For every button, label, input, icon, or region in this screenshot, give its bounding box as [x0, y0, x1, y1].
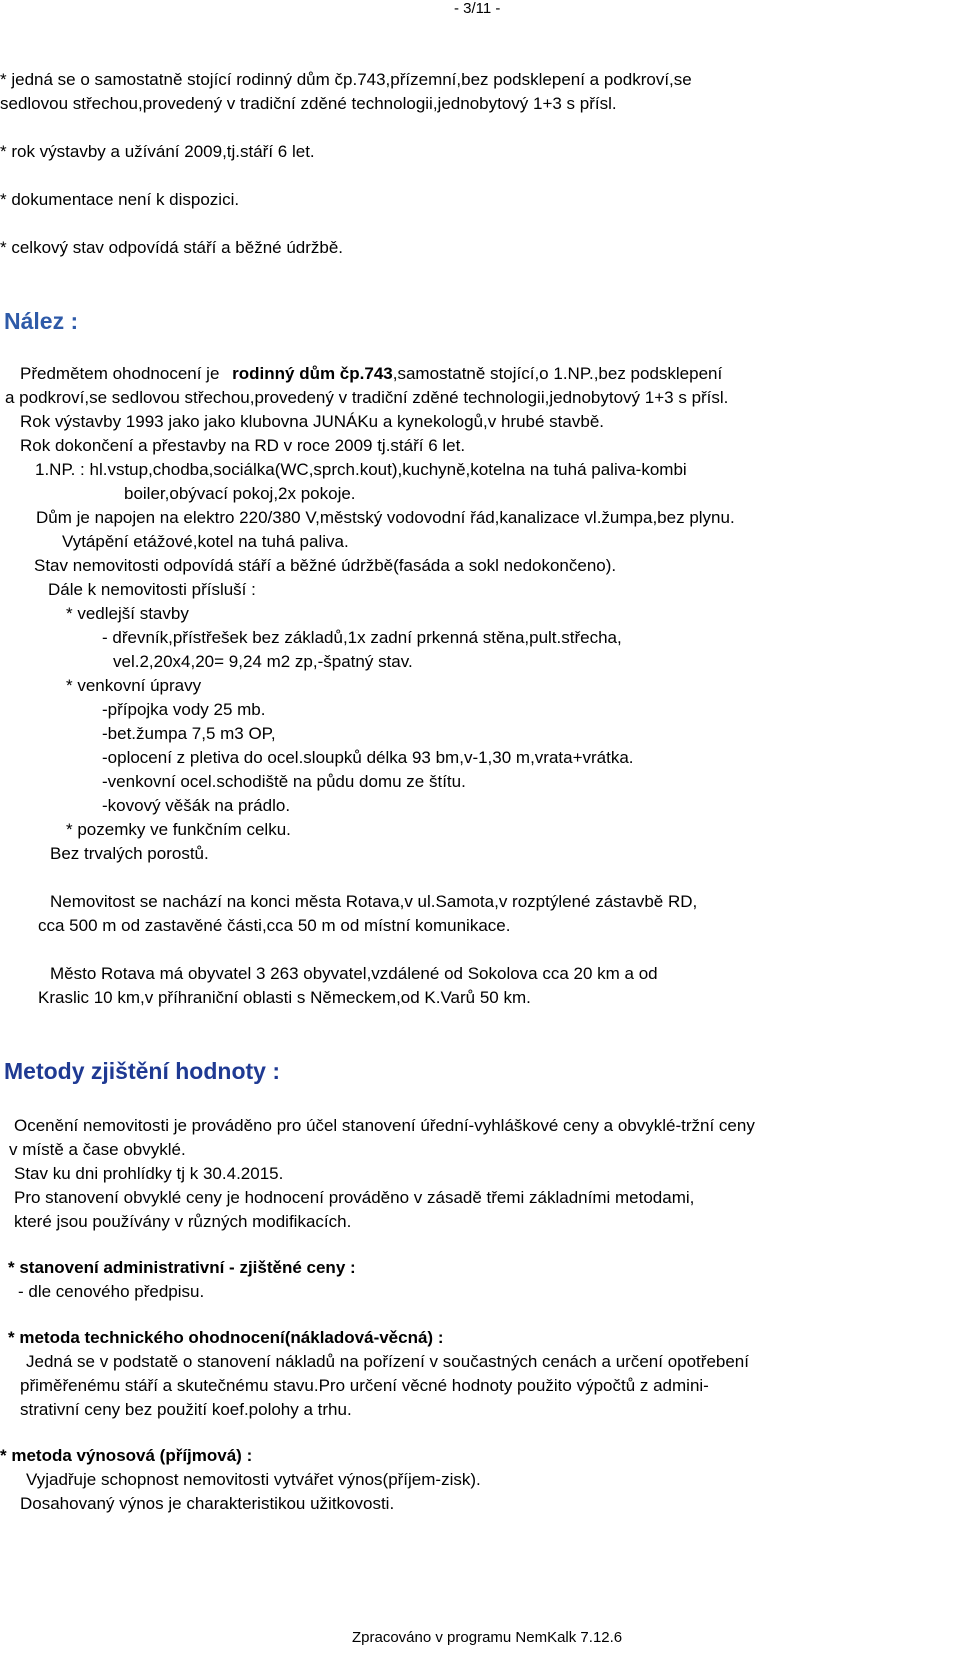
intro-line: sedlovou střechou,provedený v tradiční zděné technologii,jednobytový 1+3 s přísl.: [0, 94, 617, 113]
nalez-line: * pozemky ve funkčním celku.: [66, 820, 291, 839]
nalez-line: boiler,obývací pokoj,2x pokoje.: [124, 484, 356, 503]
metody-intro-line: Ocenění nemovitosti je prováděno pro účel stanovení úřední-vyhláškové ceny a obvyklé-tržní ceny: [14, 1116, 755, 1135]
nalez-line: Stav nemovitosti odpovídá stáří a běžné údržbě(fasáda a sokl nedokončeno).: [34, 556, 617, 575]
metody-heading: Metody zjištění hodnoty :: [4, 1058, 280, 1084]
nalez-heading: Nález :: [4, 308, 79, 334]
nalez-line: Město Rotava má obyvatel 3 263 obyvatel,vzdálené od Sokolova cca 20 km a od: [50, 964, 658, 983]
nalez-subject-prefix: Předmětem ohodnocení je: [20, 364, 220, 383]
nalez-line: Dům je napojen na elektro 220/380 V,městský vodovodní řád,kanalizace vl.žumpa,bez plynu.: [36, 508, 735, 527]
nalez-subject-bold: rodinný dům čp.743: [232, 364, 393, 383]
nalez-line: Kraslic 10 km,v příhraniční oblasti s Německem,od K.Varů 50 km.: [38, 988, 531, 1007]
technical-method-line: strativní ceny bez použití koef.polohy a trhu.: [20, 1400, 352, 1419]
nalez-line: * vedlejší stavby: [66, 604, 189, 623]
nalez-line: cca 500 m od zastavěné části,cca 50 m od místní komunikace.: [38, 916, 511, 935]
nalez-line: 1.NP. : hl.vstup,chodba,sociálka(WC,sprch.kout),kuchyně,kotelna na tuhá paliva-kombi: [35, 460, 687, 479]
nalez-line: - dřevník,přístřešek bez základů,1x zadní prkenná stěna,pult.střecha,: [102, 628, 622, 647]
nalez-line: Dále k nemovitosti přísluší :: [48, 580, 256, 599]
nalez-line: -venkovní ocel.schodiště na půdu domu ze štítu.: [102, 772, 466, 791]
nalez-line: Vytápění etážové,kotel na tuhá paliva.: [62, 532, 349, 551]
nalez-line: Bez trvalých porostů.: [50, 844, 209, 863]
metody-intro-line: které jsou používány v různých modifikacích.: [14, 1212, 352, 1231]
nalez-line: Rok výstavby 1993 jako jako klubovna JUNÁKu a kynekologů,v hrubé stavbě.: [20, 412, 604, 431]
intro-line: * jedná se o samostatně stojící rodinný dům čp.743,přízemní,bez podsklepení a podkroví,se: [0, 70, 692, 89]
footer: Zpracováno v programu NemKalk 7.12.6: [352, 1629, 623, 1646]
nalez-line: -kovový věšák na prádlo.: [102, 796, 291, 815]
admin-method-line: - dle cenového předpisu.: [18, 1282, 205, 1301]
nalez-line: a podkroví,se sedlovou střechou,provedený v tradiční zděné technologii,jednobytový 1+3 s přísl.: [5, 388, 729, 407]
nalez-line: * venkovní úpravy: [66, 676, 202, 695]
intro-line: * rok výstavby a užívání 2009,tj.stáří 6 let.: [0, 142, 315, 161]
nalez-line: -oplocení z pletiva do ocel.sloupků délka 93 bm,v-1,30 m,vrata+vrátka.: [102, 748, 634, 767]
intro-line: * dokumentace není k dispozici.: [0, 190, 240, 209]
technical-method-line: Jedná se v podstatě o stanovení nákladů na pořízení v součastných cenách a určení opotřebení: [26, 1352, 749, 1371]
nalez-line: -bet.žumpa 7,5 m3 OP,: [102, 724, 276, 743]
nalez-line: vel.2,20x4,20= 9,24 m2 zp,-špatný stav.: [113, 652, 413, 671]
income-method-line: Vyjadřuje schopnost nemovitosti vytvářet výnos(příjem-zisk).: [26, 1470, 481, 1489]
metody-intro-line: v místě a čase obvyklé.: [9, 1140, 186, 1159]
technical-method-line: přiměřenému stáří a skutečnému stavu.Pro určení věcné hodnoty použito výpočtů z admini-: [20, 1376, 709, 1395]
technical-method-title: * metoda technického ohodnocení(nákladová-věcná) :: [8, 1328, 444, 1347]
metody-intro-line: Stav ku dni prohlídky tj k 30.4.2015.: [14, 1164, 284, 1183]
nalez-line: Rok dokončení a přestavby na RD v roce 2009 tj.stáří 6 let.: [20, 436, 466, 455]
intro-line: * celkový stav odpovídá stáří a běžné údržbě.: [0, 238, 344, 257]
income-method-title: * metoda výnosová (příjmová) :: [0, 1446, 253, 1465]
admin-method-title: * stanovení administrativní - zjištěné ceny :: [8, 1258, 356, 1277]
nalez-line: -přípojka vody 25 mb.: [102, 700, 266, 719]
metody-intro-line: Pro stanovení obvyklé ceny je hodnocení prováděno v zásadě třemi základními metodami,: [14, 1188, 695, 1207]
nalez-line: Nemovitost se nachází na konci města Rotava,v ul.Samota,v rozptýlené zástavbě RD,: [50, 892, 698, 911]
income-method-line: Dosahovaný výnos je charakteristikou užitkovosti.: [20, 1494, 395, 1513]
page-number: - 3/11 -: [454, 0, 501, 17]
nalez-subject: [20, 364, 722, 384]
nalez-subject-suffix: ,samostatně stojící,o 1.NP.,bez podsklepení: [392, 364, 723, 383]
